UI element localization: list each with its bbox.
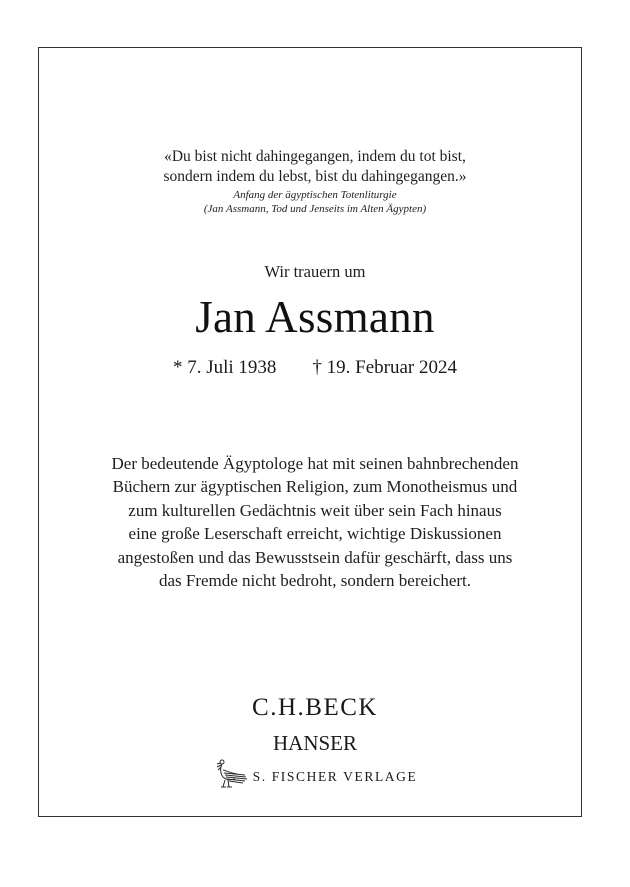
- deceased-name: Jan Assmann: [195, 292, 435, 342]
- birth-date: * 7. Juli 1938: [172, 357, 277, 378]
- quote-source-line-1: Anfang der ägyptischen Totenliturgie: [233, 189, 397, 201]
- tribute-line-3: zum kulturellen Gedächtnis weit über sein Fach hinaus: [128, 500, 502, 520]
- publisher-logo-ch-beck: C.H.BECK: [252, 694, 378, 721]
- publisher-logo-s-fischer: [0, 758, 630, 790]
- quote-source-line-2: (Jan Assmann, Tod und Jenseits im Alten Ägypten): [203, 203, 427, 215]
- tribute-line-4: eine große Leserschaft erreicht, wichtige Diskussionen: [128, 524, 502, 544]
- death-date: † 19. Februar 2024: [312, 357, 458, 378]
- quote-source: [0, 188, 630, 216]
- tribute-line-2: Büchern zur ägyptischen Religion, zum Monotheismus und: [112, 477, 518, 497]
- tribute-paragraph: [0, 452, 630, 592]
- quote-line-2: sondern indem du lebst, bist du dahingegangen.»: [163, 168, 467, 185]
- quote-line-1: «Du bist nicht dahingegangen, indem du tot bist,: [164, 148, 466, 165]
- life-dates: [0, 356, 630, 380]
- tribute-line-5: angestoßen und das Bewusstsein dafür geschärft, dass uns: [117, 547, 513, 567]
- peacock-bird-icon: [213, 758, 249, 790]
- publisher-logo-hanser: HANSER: [272, 731, 357, 755]
- epigraph-quote: [0, 147, 630, 187]
- fischer-label: S. FISCHER VERLAGE: [252, 769, 418, 784]
- mourning-intro: Wir trauern um: [264, 262, 366, 281]
- tribute-line-6: das Fremde nicht bedroht, sondern bereichert.: [158, 571, 472, 591]
- tribute-line-1: Der bedeutende Ägyptologe hat mit seinen bahnbrechenden: [111, 454, 519, 473]
